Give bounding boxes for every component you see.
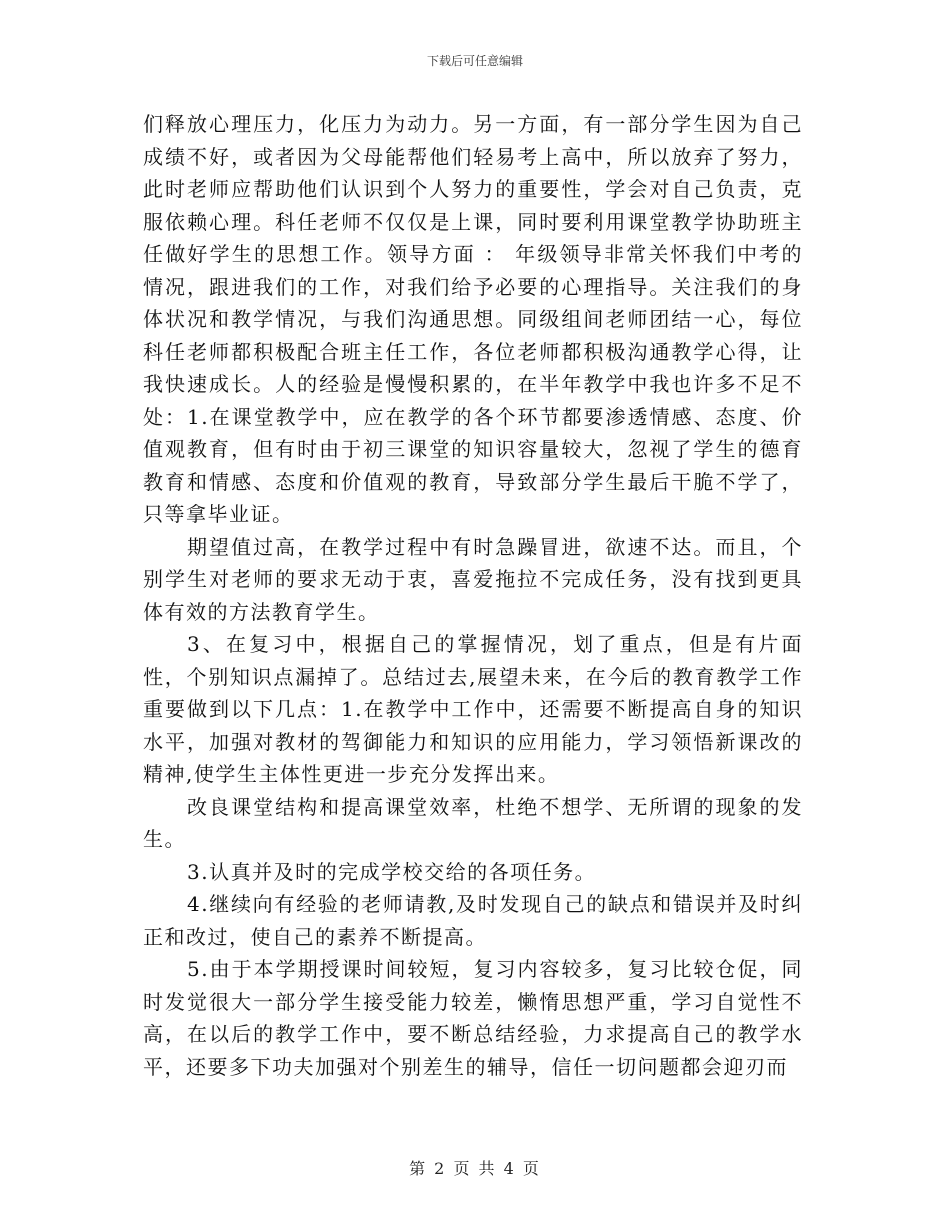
paragraph-1: 们释放心理压力，化压力为动力。另一方面，有一部分学生因为自己成绩不好，或者因为父母能帮他们轻易考上高中，所以放弃了努力，此时老师应帮助他们认识到个人努力的重要性，学会对自己负责，克服依赖心理。科任老师不仅仅是上课，同时要利用课堂教学协助班主任做好学生的思想工作。领导方面 ： 年级领导非常关怀我们中考的情况，跟进我们的工作，对我们给予必要的心理指导。关注我们的身体状况和教学情况，与我们沟通思想。同级组间老师团结一心，每位科任老师都积极配合班主任工作，各位老师都积极沟通教学心得，让我快速成长。人的经验是慢慢积累的，在半年教学中我也许多不足不处：1.在课堂教学中，应在教学的各个环节都要渗透情感、态度、价值观教育，但有时由于初三课堂的知识容量较大，忽视了学生的德育教育和情感、态度和价值观的教育，导致部分学生最后干脆不学了，只等拿毕业证。 xyxy=(143,112,803,526)
paragraph-5: 3.认真并及时的完成学校交给的各项任务。 xyxy=(187,859,597,884)
paragraph-4: 改良课堂结构和提高课堂效率，杜绝不想学、无所谓的现象的发生。 xyxy=(143,794,803,851)
page-header-note: 下载后可任意编辑 xyxy=(426,54,523,68)
paragraph-6: 4.继续向有经验的老师请教,及时发现自己的缺点和错误并及时纠正和改过，使自己的素养不断提高。 xyxy=(143,892,803,949)
paragraph-7: 5.由于本学期授课时间较短，复习内容较多，复习比较仓促，同时发觉很大一部分学生接受能力较差，懒惰思想严重，学习自觉性不高，在以后的教学工作中，要不断总结经验，力求提高自己的教学水平，还要多下功夫加强对个别差生的辅导，信任一切问题都会迎刃而 xyxy=(143,957,803,1079)
page-number: 第 2 页 共 4 页 xyxy=(409,1159,541,1178)
document-body xyxy=(143,108,803,1083)
paragraph-2: 期望值过高，在教学过程中有时急躁冒进，欲速不达。而且，个别学生对老师的要求无动于衷，喜爱拖拉不完成任务，没有找到更具体有效的方法教育学生。 xyxy=(143,534,803,624)
paragraph-3: 3、在复习中，根据自己的掌握情况，划了重点，但是有片面性，个别知识点漏掉了。总结过去,展望未来，在今后的教育教学工作重要做到以下几点：1.在教学中工作中，还需要不断提高自身的知识水平，加强对教材的驾御能力和知识的应用能力，学习领悟新课改的精神,使学生主体性更进一步充分发挥出来。 xyxy=(143,632,803,786)
